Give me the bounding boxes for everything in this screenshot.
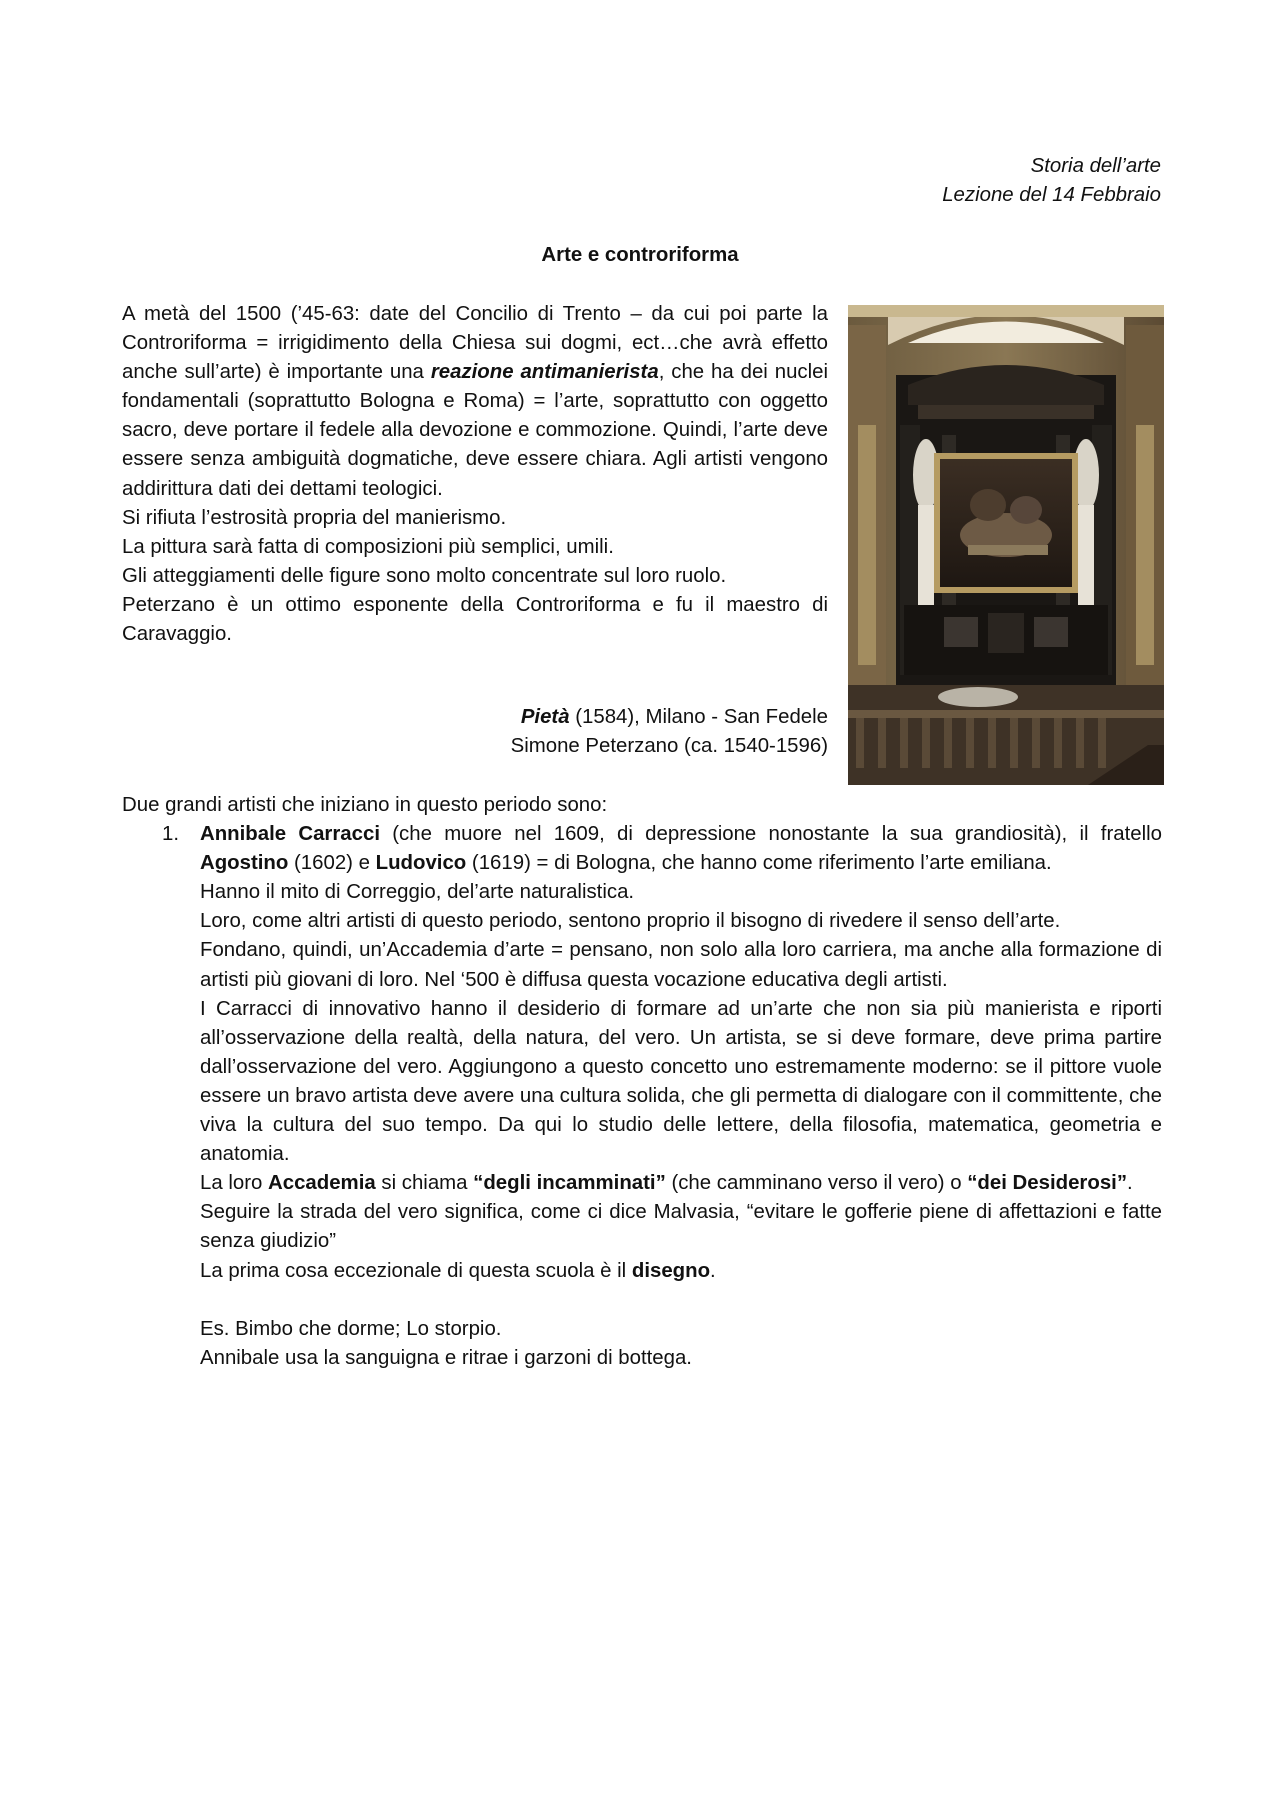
list-item: 1. Annibale Carracci (che muore nel 1609, di depressione nonostante la sua grandiosità), il fratello Agostino (1602) e Ludovico (1619) = di Bologna, che hanno come riferimento l’arte emiliana. Hanno il mito di Correggio, del’arte naturalistica. Loro, come altri artisti di questo periodo, sentono proprio il bisogno di rivedere il senso dell’arte. Fondano, quindi, un’Accademia d’arte = pensano, non solo alla loro carriera, ma anche alla formazione di artisti più giovani di loro. Nel ‘500 è diffusa questa vocazione educativa degli artisti. I Carracci di innovativo hanno il desiderio di formare ad un’arte che non sia più manierista e riporti all’osservazione della realtà, della natura, del vero. Un artista, se si deve formare, deve prima partire dall’osservazione del vero. Aggiungono a questo concetto uno estremamente moderno: se il pittore vuole essere un bravo artista deve avere una cultura solida, che gli permetta di dialogare con il committente, che viva la cultura del suo tempo. Da qui lo studio delle lettere, della filosofia, matematica, geometria e anatomia. La loro Accademia si chiama “degli incamminati” (che camminano verso il vero) o “dei Desiderosi”. Seguire la strada del vero significa, come ci dice Malvasia, “evitare le gofferie piene di affettazioni e fatte senza giudizio” La prima cosa eccezionale di questa scuola è il disegno. Es. Bimbo che dorme; Lo storpio. Annibale usa la sanguigna e ritrae i garzoni di bottega. [122, 820, 1162, 1373]
intro-paragraph: A metà del 1500 (’45-63: date del Concilio di Trento – da cui poi parte la Controriforma = irrigidimento della Chiesa sui dogmi, ect…che avrà effetto anche sull’arte) è importante una reazione antimanierista, che ha dei nuclei fondamentali (soprattutto Bologna e Roma) = l’arte, soprattutto con oggetto sacro, deve portare il fedele alla devozione e commozione. Quindi, l’arte deve essere senza ambiguità dogmatiche, deve essere chiara. Agli artisti vengono addirittura dati dei dettami teologici. [122, 303, 829, 500]
lesson-date: Lezione del 14 Febbraio [942, 184, 1161, 207]
course-name: Storia dell’arte [1030, 155, 1161, 177]
document-header [942, 152, 1161, 210]
list-number: 1. [162, 823, 180, 846]
section-lead: Due grandi artisti che iniziano in questo periodo sono: [122, 794, 608, 816]
pieta-altar-photo [848, 305, 1164, 785]
intro-line: Peterzano è un ottimo esponente della Controriforma e fu il maestro di Caravaggio. [122, 593, 828, 646]
artwork-details: (1584), Milano - San Fedele [569, 706, 828, 728]
document-title: Arte e controriforma [541, 244, 739, 266]
intro-line: La pittura sarà fatta di composizioni più semplici, umili. [122, 535, 614, 558]
intro-line: Si rifiuta l’estrosità propria del manierismo. [122, 506, 507, 529]
artwork-artist: Simone Peterzano (ca. 1540-1596) [510, 735, 828, 758]
artwork-title: Pietà [520, 706, 570, 728]
artists-list [122, 820, 1162, 1373]
figure-caption [511, 703, 828, 761]
intro-line: Gli atteggiamenti delle figure sono molto concentrate sul loro ruolo. [122, 564, 727, 587]
emphasis-reazione: reazione antimanierista [430, 361, 659, 384]
artists-section [122, 791, 1162, 1373]
intro-text [122, 300, 828, 649]
